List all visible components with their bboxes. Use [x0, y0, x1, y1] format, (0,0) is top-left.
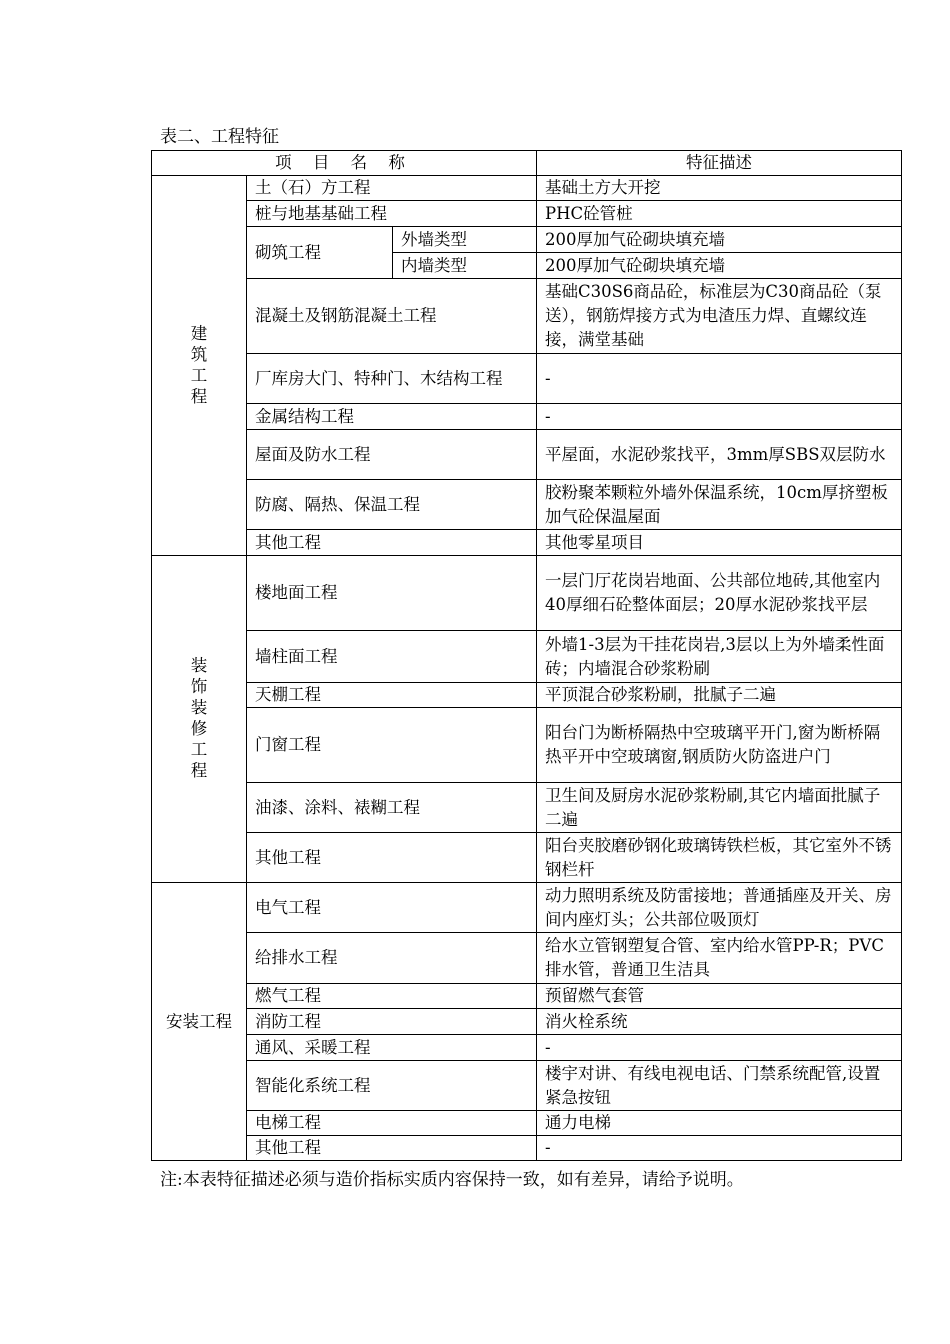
- item-desc: 楼宇对讲、有线电视电话、门禁系统配管,设置紧急按钮: [537, 1061, 902, 1111]
- header-feature-desc: 特征描述: [537, 151, 902, 176]
- item-name: 厂库房大门、特种门、木结构工程: [247, 354, 537, 404]
- item-desc: PHC砼管桩: [537, 201, 902, 227]
- item-desc: 胶粉聚苯颗粒外墙外保温系统，10cm厚挤塑板加气砼保温屋面: [537, 480, 902, 530]
- item-desc: -: [537, 1136, 902, 1161]
- table-row: [152, 631, 902, 683]
- item-name: 油漆、涂料、裱糊工程: [247, 783, 537, 833]
- item-desc: 动力照明系统及防雷接地；普通插座及开关、房间内座灯头；公共部位吸顶灯: [537, 883, 902, 933]
- table-row: [152, 530, 902, 556]
- item-desc: 基础土方大开挖: [537, 176, 902, 201]
- table-row: [152, 1061, 902, 1111]
- table-row: [152, 1136, 902, 1161]
- item-name: 混凝土及钢筋混凝土工程: [247, 279, 537, 354]
- table-caption: 表二、工程特征: [160, 127, 279, 147]
- category-installation: 安装工程: [152, 883, 247, 1161]
- item-desc: 基础C30S6商品砼，标准层为C30商品砼（泵送），钢筋焊接方式为电渣压力焊、直螺纹连接，满堂基础: [537, 279, 902, 354]
- table-row: [152, 683, 902, 708]
- item-name: 土（石）方工程: [247, 176, 537, 201]
- table-row: [152, 201, 902, 227]
- item-name: 防腐、隔热、保温工程: [247, 480, 537, 530]
- table-row: [152, 227, 902, 253]
- table-row: [152, 883, 902, 933]
- table-note: 注:本表特征描述必须与造价指标实质内容保持一致，如有差异，请给予说明。: [160, 1170, 744, 1190]
- item-name: 给排水工程: [247, 933, 537, 984]
- item-name: 电气工程: [247, 883, 537, 933]
- table-row: [152, 1111, 902, 1136]
- sub-item-name: 外墙类型: [393, 227, 537, 253]
- header-project-name: 项 目 名 称: [152, 151, 537, 176]
- item-name: 门窗工程: [247, 708, 537, 783]
- item-desc: -: [537, 404, 902, 430]
- table-row: [152, 279, 902, 354]
- item-name: 电梯工程: [247, 1111, 537, 1136]
- item-desc: 200厚加气砼砌块填充墙: [537, 227, 902, 253]
- item-name: 其他工程: [247, 530, 537, 556]
- table-row: [152, 556, 902, 631]
- item-name: 桩与地基基础工程: [247, 201, 537, 227]
- item-desc: 卫生间及厨房水泥砂浆粉刷,其它内墙面批腻子二遍: [537, 783, 902, 833]
- item-desc: 阳台门为断桥隔热中空玻璃平开门,窗为断桥隔热平开中空玻璃窗,钢质防火防盗进户门: [537, 708, 902, 783]
- item-name: 墙柱面工程: [247, 631, 537, 683]
- item-desc: 给水立管钢塑复合管、室内给水管PP-R；PVC排水管，普通卫生洁具: [537, 933, 902, 984]
- item-desc: -: [537, 354, 902, 404]
- category-decoration: [152, 556, 247, 883]
- category-architecture: [152, 176, 247, 556]
- item-name: 消防工程: [247, 1009, 537, 1035]
- table-row: [152, 480, 902, 530]
- item-name: 智能化系统工程: [247, 1061, 537, 1111]
- item-desc: 平屋面，水泥砂浆找平，3mm厚SBS双层防水: [537, 430, 902, 480]
- item-desc: 一层门厅花岗岩地面、公共部位地砖,其他室内40厚细石砼整体面层；20厚水泥砂浆找平层: [537, 556, 902, 631]
- item-desc: 200厚加气砼砌块填充墙: [537, 253, 902, 279]
- item-desc: 平顶混合砂浆粉刷，批腻子二遍: [537, 683, 902, 708]
- table-row: [152, 933, 902, 984]
- item-name: 其他工程: [247, 833, 537, 883]
- item-desc: 预留燃气套管: [537, 984, 902, 1009]
- engineering-features-table: [151, 150, 902, 1161]
- item-name: 金属结构工程: [247, 404, 537, 430]
- category-label: 装饰装修工程: [190, 656, 208, 780]
- item-desc: 通力电梯: [537, 1111, 902, 1136]
- table-row: [152, 984, 902, 1009]
- table-row: [152, 833, 902, 883]
- table-row: [152, 708, 902, 783]
- table-row: [152, 430, 902, 480]
- item-name: 砌筑工程: [247, 227, 393, 279]
- item-name: 其他工程: [247, 1136, 537, 1161]
- item-desc: 消火栓系统: [537, 1009, 902, 1035]
- table-row: [152, 1035, 902, 1061]
- item-desc: 阳台夹胶磨砂钢化玻璃铸铁栏板，其它室外不锈钢栏杆: [537, 833, 902, 883]
- category-label: 建筑工程: [190, 323, 208, 406]
- item-name: 屋面及防水工程: [247, 430, 537, 480]
- item-desc: 其他零星项目: [537, 530, 902, 556]
- table-row: [152, 404, 902, 430]
- table-row: [152, 783, 902, 833]
- table-row: [152, 176, 902, 201]
- item-name: 楼地面工程: [247, 556, 537, 631]
- item-name: 天棚工程: [247, 683, 537, 708]
- table-row: [152, 354, 902, 404]
- table-row: [152, 1009, 902, 1035]
- item-name: 燃气工程: [247, 984, 537, 1009]
- item-desc: -: [537, 1035, 902, 1061]
- table-header-row: [152, 151, 902, 176]
- item-desc: 外墙1-3层为干挂花岗岩,3层以上为外墙柔性面砖；内墙混合砂浆粉刷: [537, 631, 902, 683]
- sub-item-name: 内墙类型: [393, 253, 537, 279]
- item-name: 通风、采暖工程: [247, 1035, 537, 1061]
